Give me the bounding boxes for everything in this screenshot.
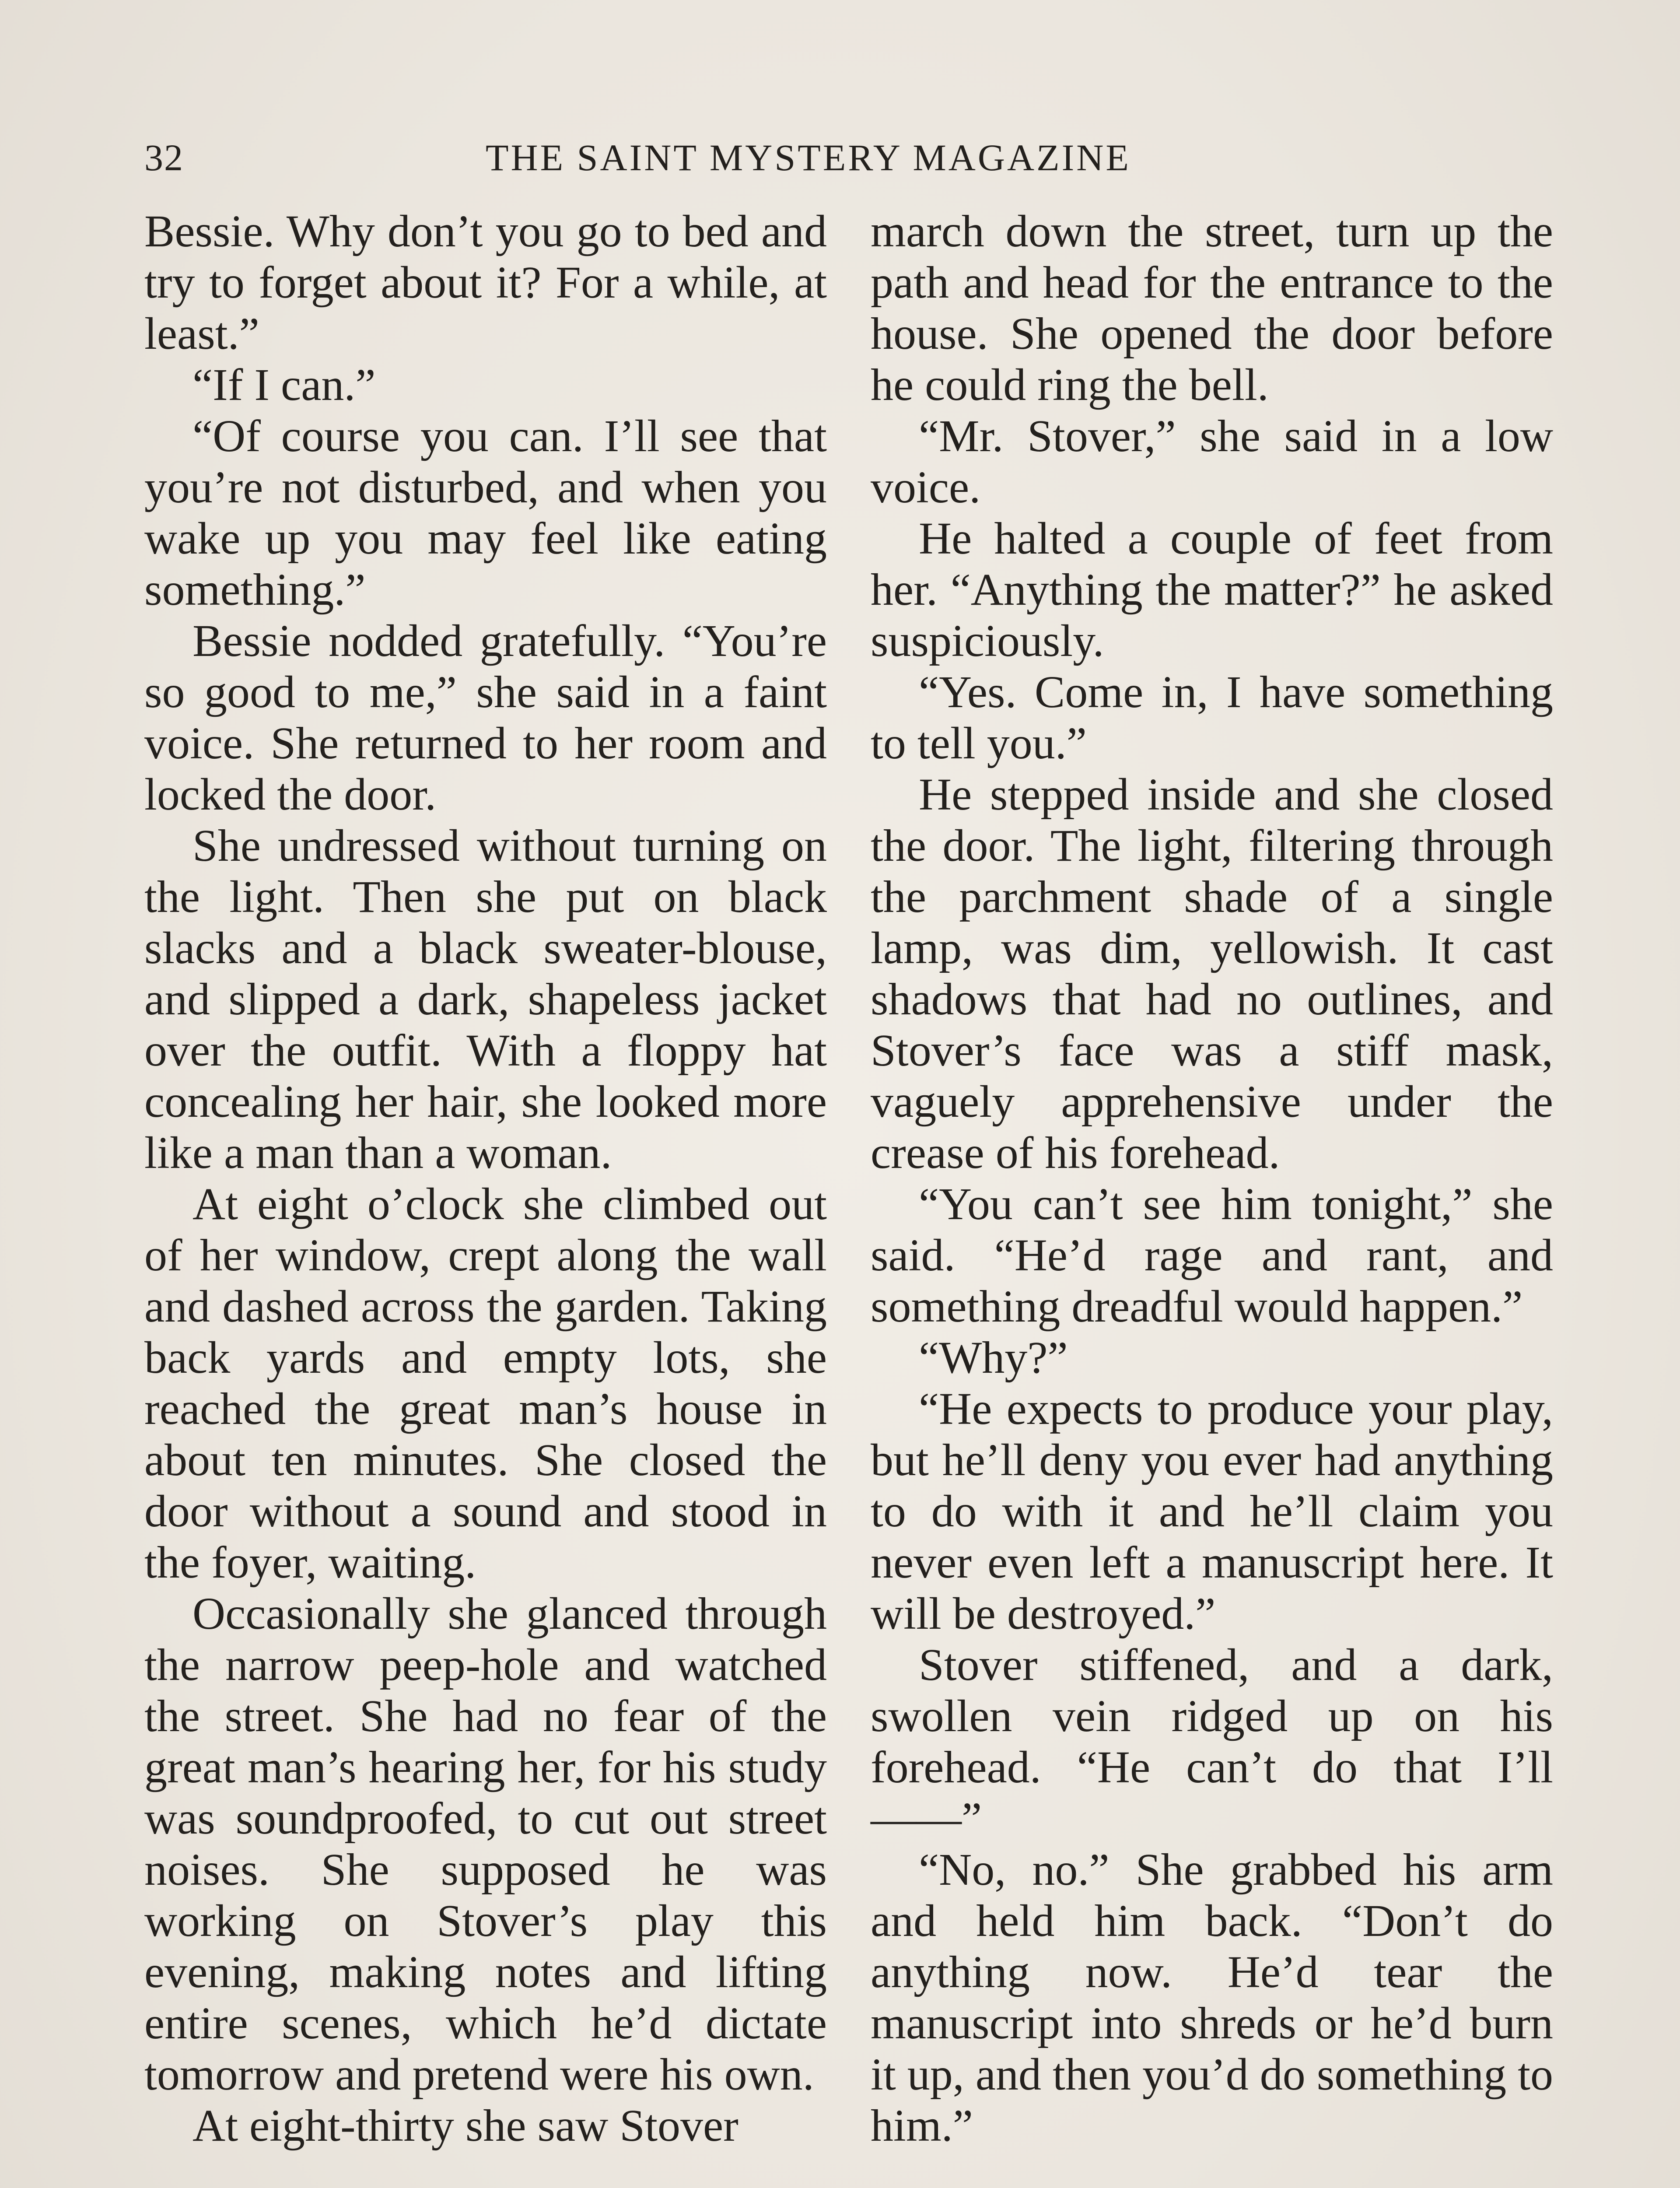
paragraph: Stover stiffened, and a dark, swollen vein ridged up on his forehead. “He can’t do that I’ll ——” xyxy=(871,1640,1553,1844)
paragraph: At eight-thirty she saw Stover xyxy=(192,2100,738,2151)
paragraph: “Of course you can. I’ll see that you’re not disturbed, and when you wake up you may feel like eating something.” xyxy=(144,411,827,615)
paragraph: “You can’t see him tonight,” she said. “He’d rage and rant, and something dreadful would happen.” xyxy=(871,1179,1553,1332)
page-number: 32 xyxy=(144,137,184,179)
running-head: THE SAINT MYSTERY MAGAZINE xyxy=(486,137,1131,179)
paragraph: “He expects to produce your play, but he’ll deny you ever had anything to do with it and he’ll claim you never even left a manuscript here. It will be destroyed.” xyxy=(871,1384,1553,1639)
paragraph: “No, no.” She grabbed his arm and held him back. “Don’t do anything now. He’d tear the manuscript into shreds or he’d burn it up, and then you’d do something to him.” xyxy=(871,1844,1553,2151)
page-header xyxy=(144,131,1194,184)
paragraph: Bessie nodded gratefully. “You’re so good to me,” she said in a faint voice. She returned to her room and locked the door. xyxy=(144,616,827,820)
paragraph: “Mr. Stover,” she said in a low voice. xyxy=(871,411,1553,512)
paragraph: He stepped inside and she closed the door. The light, filtering through the parchment shade of a single lamp, was dim, yellowish. It cast shadows that had no outlines, and Stover’s face was a stiff mask, vaguely apprehensive under the crease of his forehead. xyxy=(871,769,1553,1178)
right-column xyxy=(871,206,1553,2151)
paragraph: “Yes. Come in, I have something to tell you.” xyxy=(871,667,1553,768)
paragraph: “Why?” xyxy=(919,1332,1068,1383)
paragraph: “If I can.” xyxy=(192,360,376,410)
paragraph: He halted a couple of feet from her. “Anything the matter?” he asked suspiciously. xyxy=(871,513,1553,666)
left-column xyxy=(144,206,827,2151)
paragraph: march down the street, turn up the path and head for the entrance to the house. She opened the door before he could ring the bell. xyxy=(871,206,1553,410)
paragraph: Occasionally she glanced through the narrow peep-hole and watched the street. She had no fear of the great man’s hearing her, for his study was soundproofed, to cut out street noises. She supposed he was working on Stover’s play this evening, making notes and lifting entire scenes, which he’d dictate tomorrow and pretend were his own. xyxy=(144,1588,827,2100)
paragraph: At eight o’clock she climbed out of her window, crept along the wall and dashed across the garden. Taking back yards and empty lots, she reached the great man’s house in about ten minutes. She closed the door without a sound and stood in the foyer, waiting. xyxy=(144,1179,827,1588)
paragraph: Bessie. Why don’t you go to bed and try to forget about it? For a while, at least.” xyxy=(144,206,827,359)
paragraph: She undressed without turning on the light. Then she put on black slacks and a black sweater-blouse, and slipped a dark, shapeless jacket over the outfit. With a floppy hat concealing her hair, she looked more like a man than a woman. xyxy=(144,820,827,1178)
